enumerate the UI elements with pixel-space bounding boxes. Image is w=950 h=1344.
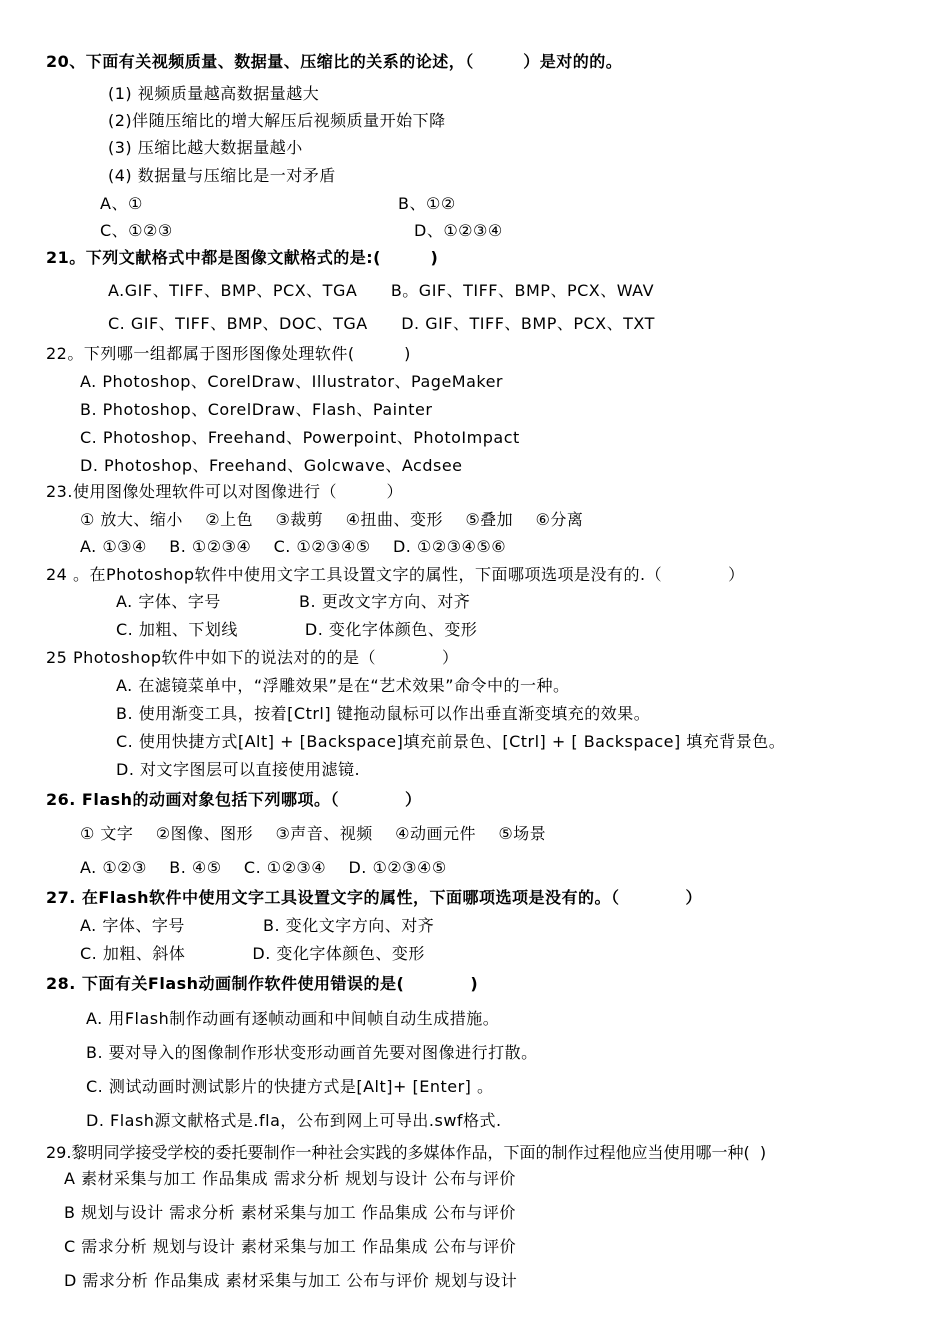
q29-option-b: B 规划与设计 需求分析 素材采集与加工 作品集成 公布与评价 [64, 1203, 516, 1222]
q20-option-c: C、①②③ [100, 221, 173, 240]
q28-option-a: A. 用Flash制作动画有逐帧动画和中间帧自动生成措施。 [86, 1009, 500, 1028]
q29-option-a: A 素材采集与加工 作品集成 需求分析 规划与设计 公布与评价 [64, 1169, 516, 1188]
q20-option-d: D、①②③④ [414, 221, 503, 240]
q20-option-b: B、①② [398, 194, 456, 213]
q20-statement-2: (2)伴随压缩比的增大解压后视频质量开始下降 [108, 111, 446, 130]
q28-option-c: C. 测试动画时测试影片的快捷方式是[Alt]+ [Enter] 。 [86, 1077, 494, 1096]
q23-items: ① 放大、缩小 ②上色 ③裁剪 ④扭曲、变形 ⑤叠加 ⑥分离 [80, 510, 584, 529]
q20-option-a: A、① [100, 194, 143, 213]
q21-options-ab: A.GIF、TIFF、BMP、PCX、TGA B。GIF、TIFF、BMP、PCX、WAV [108, 281, 655, 300]
q28-option-b: B. 要对导入的图像制作形状变形动画首先要对图像进行打散。 [86, 1043, 538, 1062]
q29-option-c: C 需求分析 规划与设计 素材采集与加工 作品集成 公布与评价 [64, 1237, 517, 1256]
question-27: 27. 在Flash软件中使用文字工具设置文字的属性，下面哪项选项是没有的。（ ） [46, 888, 703, 907]
question-29: 29.黎明同学接受学校的委托要制作一种社会实践的多媒体作品，下面的制作过程他应当使用哪一种( ) [46, 1143, 767, 1162]
q22-option-c: C. Photoshop、Freehand、Powerpoint、PhotoImpact [80, 428, 520, 447]
q25-option-b: B. 使用渐变工具，按着[Ctrl] 键拖动鼠标可以作出垂直渐变填充的效果。 [116, 704, 651, 723]
q25-option-d: D. 对文字图层可以直接使用滤镜. [116, 760, 361, 779]
q22-option-a: A. Photoshop、CorelDraw、Illustrator、PageMaker [80, 372, 504, 391]
q20-statement-1: (1) 视频质量越高数据量越大 [108, 84, 320, 103]
q28-option-d: D. Flash源文献格式是.fla，公布到网上可导出.swf格式. [86, 1111, 502, 1130]
q22-option-d: D. Photoshop、Freehand、Golcwave、Acdsee [80, 456, 463, 475]
q23-options: A. ①③④ B. ①②③④ C. ①②③④⑤ D. ①②③④⑤⑥ [80, 537, 507, 556]
q27-options-ab: A. 字体、字号 B. 变化文字方向、对齐 [80, 916, 435, 935]
q24-options-cd: C. 加粗、下划线 D. 变化字体颜色、变形 [116, 620, 478, 639]
q26-options: A. ①②③ B. ④⑤ C. ①②③④ D. ①②③④⑤ [80, 858, 447, 877]
q29-option-d: D 需求分析 作品集成 素材采集与加工 公布与评价 规划与设计 [64, 1271, 518, 1290]
question-21: 21。下列文献格式中都是图像文献格式的是:( ) [46, 248, 439, 267]
question-20: 20、下面有关视频质量、数据量、压缩比的关系的论述，（ ）是对的的。 [46, 52, 623, 71]
q24-options-ab: A. 字体、字号 B. 更改文字方向、对齐 [116, 592, 471, 611]
q27-options-cd: C. 加粗、斜体 D. 变化字体颜色、变形 [80, 944, 425, 963]
question-24: 24 。在Photoshop软件中使用文字工具设置文字的属性，下面哪项选项是没有的.（ ） [46, 565, 745, 584]
q20-statement-3: (3) 压缩比越大数据量越小 [108, 138, 303, 157]
q26-items: ① 文字 ②图像、图形 ③声音、视频 ④动画元件 ⑤场景 [80, 824, 547, 843]
q22-option-b: B. Photoshop、CorelDraw、Flash、Painter [80, 400, 433, 419]
question-23: 23.使用图像处理软件可以对图像进行（ ） [46, 482, 403, 501]
question-26: 26. Flash的动画对象包括下列哪项。（ ） [46, 790, 422, 809]
question-28: 28. 下面有关Flash动画制作软件使用错误的是( ) [46, 974, 479, 993]
question-25: 25 Photoshop软件中如下的说法对的的是（ ） [46, 648, 459, 667]
q21-options-cd: C. GIF、TIFF、BMP、DOC、TGA D. GIF、TIFF、BMP、PCX、TXT [108, 314, 655, 333]
q25-option-a: A. 在滤镜菜单中，“浮雕效果”是在“艺术效果”命令中的一种。 [116, 676, 570, 695]
q20-statement-4: (4) 数据量与压缩比是一对矛盾 [108, 166, 336, 185]
question-22: 22。下列哪一组都属于图形图像处理软件( ) [46, 344, 411, 363]
q25-option-c: C. 使用快捷方式[Alt] + [Backspace]填充前景色、[Ctrl] + [ Backspace] 填充背景色。 [116, 732, 786, 751]
